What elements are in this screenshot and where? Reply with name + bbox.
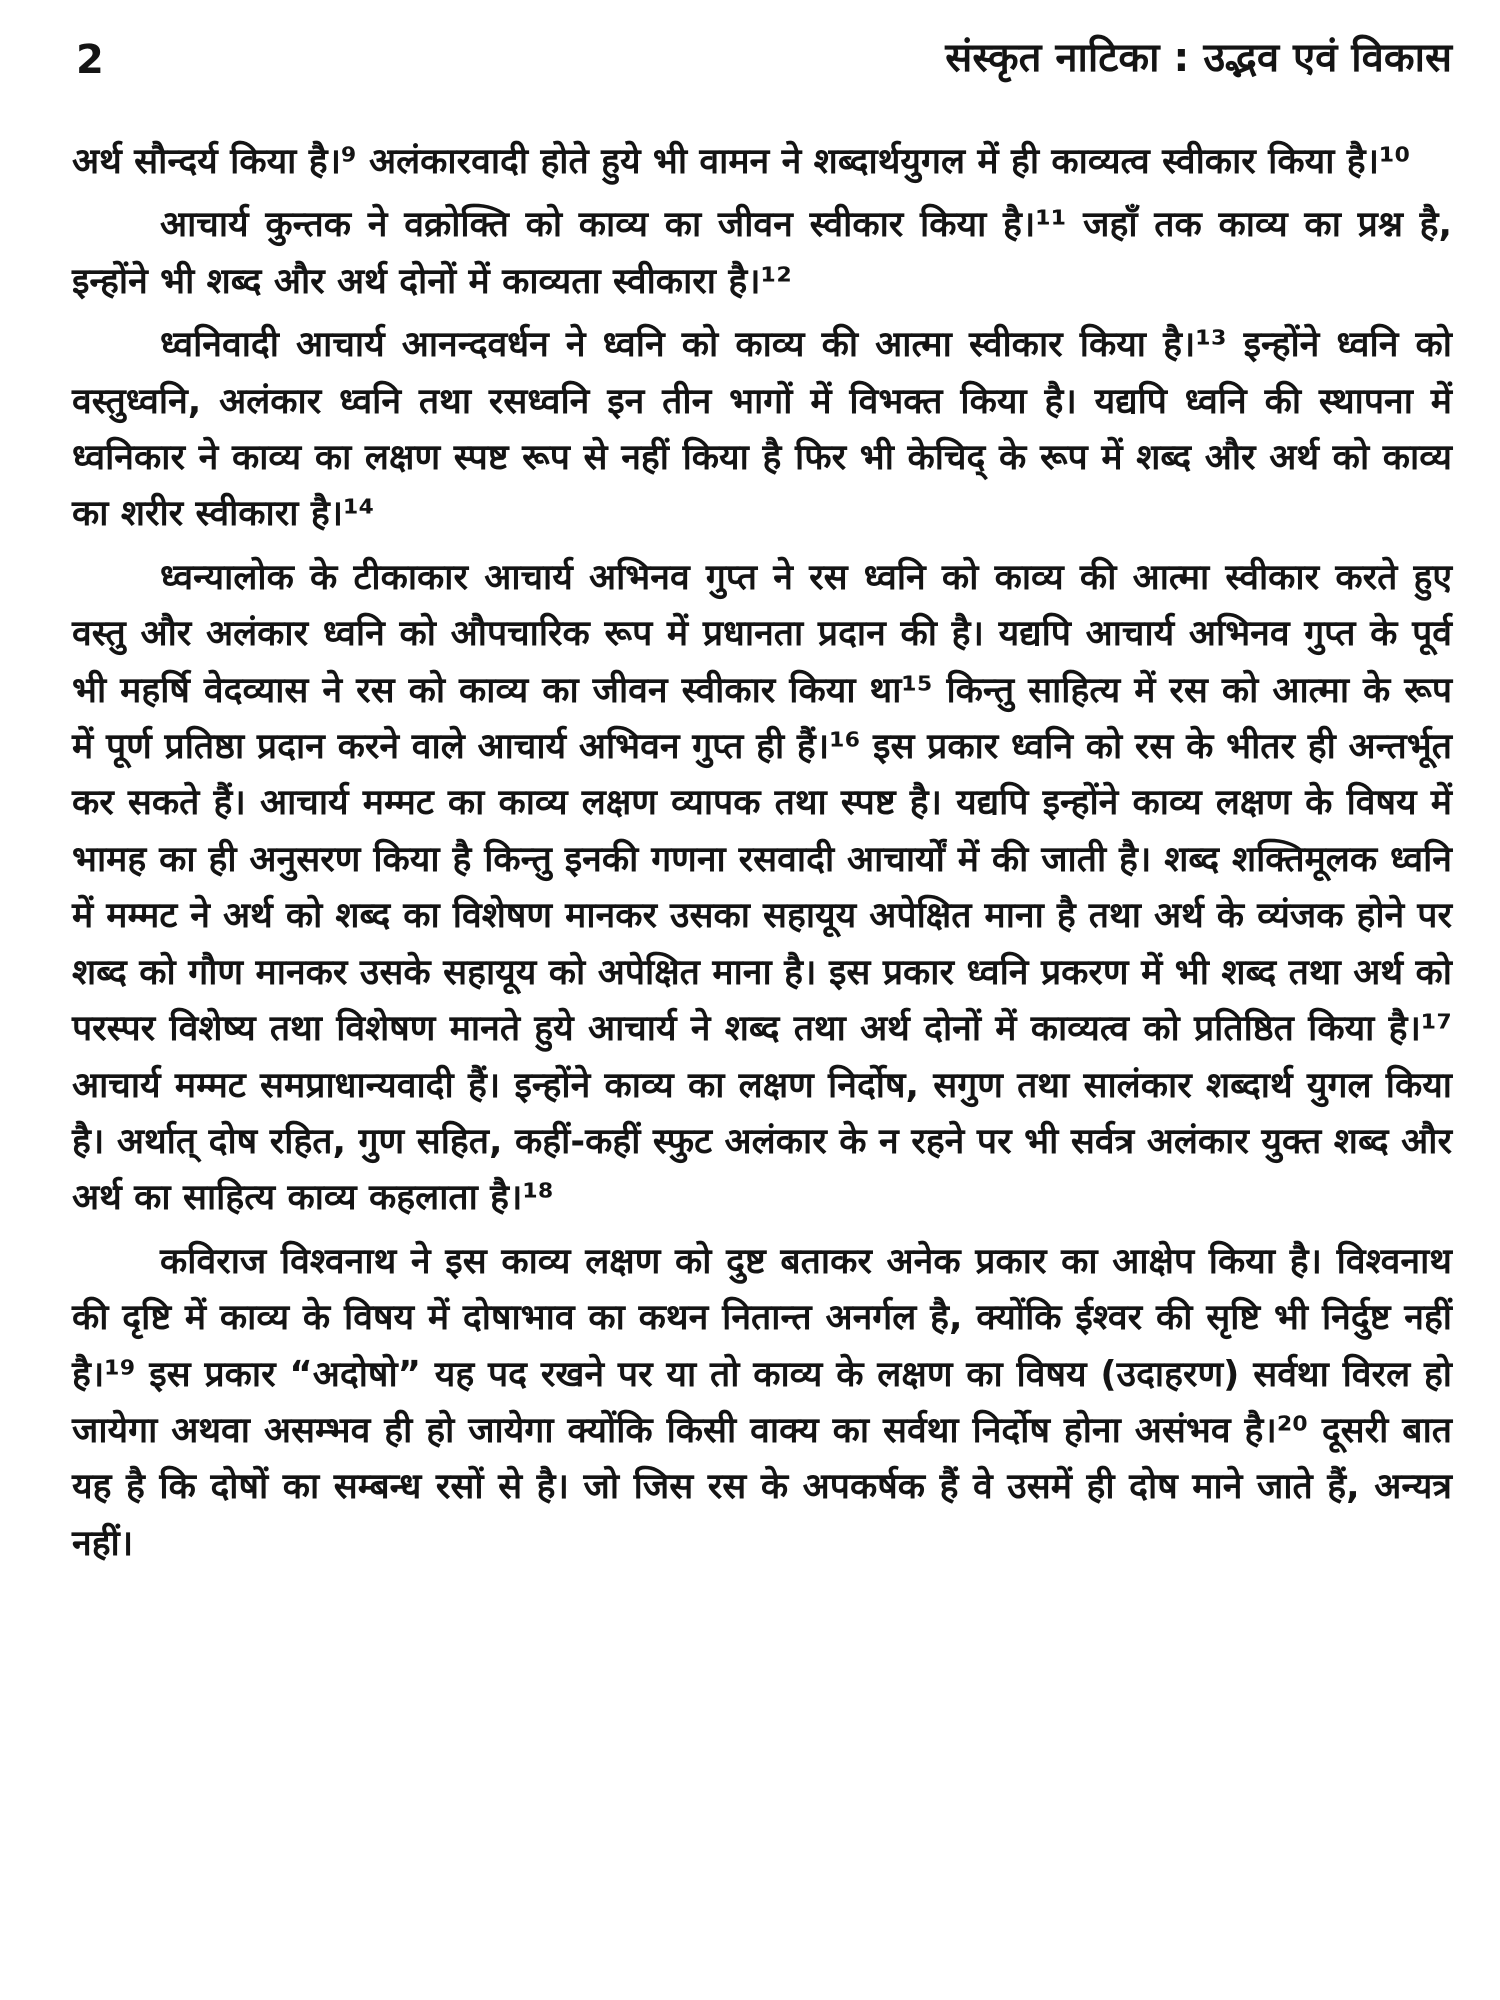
page-number: 2 (76, 37, 104, 83)
running-title: संस्कृत नाटिका : उद्भव एवं विकास (945, 35, 1452, 81)
paragraph-vishwanath: कविराज विश्वनाथ ने इस काव्य लक्षण को दुष्ट बताकर अनेक प्रकार का आक्षेप किया है। विश्वनाथ की दृष्टि में काव्य के विषय में दोषाभाव का कथन नितान्त अनर्गल है, क्योंकि ईश्वर की सृष्टि भी निर्दुष्ट नहीं है।¹⁹ इस प्रकार “अदोषो” यह पद रखने पर या तो काव्य के लक्षण का विषय (उदाहरण) सर्वथा विरल हो जायेगा अथवा असम्भव ही हो जायेगा क्योंकि किसी वाक्य का सर्वथा निर्दोष होना असंभव है।²⁰ दूसरी बात यह है कि दोषों का सम्बन्ध रसों से है। जो जिस रस के अपकर्षक हैं वे उसमें ही दोष माने जाते हैं, अन्यत्र नहीं। (72, 1240, 1452, 1564)
paragraph-abhinavagupta: ध्वन्यालोक के टीकाकार आचार्य अभिनव गुप्त ने रस ध्वनि को काव्य की आत्मा स्वीकार करते हुए वस्तु और अलंकार ध्वनि को औपचारिक रूप में प्रधानता प्रदान की है। यद्यपि आचार्य अभिनव गुप्त के पूर्व भी महर्षि वेदव्यास ने रस को काव्य का जीवन स्वीकार किया था¹⁵ किन्तु साहित्य में रस को आत्मा के रूप में पूर्ण प्रतिष्ठा प्रदान करने वाले आचार्य अभिवन गुप्त ही हैं।¹⁶ इस प्रकार ध्वनि को रस के भीतर ही अन्तर्भूत कर सकते हैं। आचार्य मम्मट का काव्य लक्षण व्यापक तथा स्पष्ट है। यद्यपि इन्होंने काव्य लक्षण के विषय में भामह का ही अनुसरण किया है किन्तु इनकी गणना रसवादी आचार्यों में की जाती है। शब्द शक्तिमूलक ध्वनि में मम्मट ने अर्थ को शब्द का विशेषण मानकर उसका सहायूय अपेक्षित माना है तथा अर्थ के व्यंजक होने पर शब्द को गौण मानकर उसके सहायूय को अपेक्षित माना है। इस प्रकार ध्वनि प्रकरण में भी शब्द तथा अर्थ को परस्पर विशेष्य तथा विशेषण मानते हुये आचार्य ने शब्द तथा अर्थ दोनों में काव्यत्व को प्रतिष्ठित किया है।¹⁷ आचार्य मम्मट समप्राधान्यवादी हैं। इन्होंने काव्य का लक्षण निर्दोष, सगुण तथा सालंकार शब्दार्थ युगल किया है। अर्थात् दोष रहित, गुण सहित, कहीं-कहीं स्फुट अलंकार के न रहने पर भी सर्वत्र अलंकार युक्त शब्द और अर्थ का साहित्य काव्य कहलाता है।¹⁸ (72, 556, 1452, 1219)
book-page (72, 30, 1452, 1970)
page-header (72, 30, 1452, 92)
body-text (72, 134, 1452, 1579)
paragraph-anandavardhana: ध्वनिवादी आचार्य आनन्दवर्धन ने ध्वनि को काव्य की आत्मा स्वीकार किया है।¹³ इन्होंने ध्वनि को वस्तुध्वनि, अलंकार ध्वनि तथा रसध्वनि इन तीन भागों में विभक्त किया है। यद्यपि ध्वनि की स्थापना में ध्वनिकार ने काव्य का लक्षण स्पष्ट रूप से नहीं किया है फिर भी केचिद् के रूप में शब्द और अर्थ को काव्य का शरीर स्वीकारा है।¹⁴ (72, 324, 1452, 535)
paragraph-kuntaka: आचार्य कुन्तक ने वक्रोक्ति को काव्य का जीवन स्वीकार किया है।¹¹ जहाँ तक काव्य का प्रश्न है, इन्होंने भी शब्द और अर्थ दोनों में काव्यता स्वीकारा है।¹² (72, 204, 1452, 302)
paragraph-vamana: अर्थ सौन्दर्य किया है।⁹ अलंकारवादी होते हुये भी वामन ने शब्दार्थयुगल में ही काव्यत्व स्वीकार किया है।¹⁰ (72, 141, 1411, 182)
